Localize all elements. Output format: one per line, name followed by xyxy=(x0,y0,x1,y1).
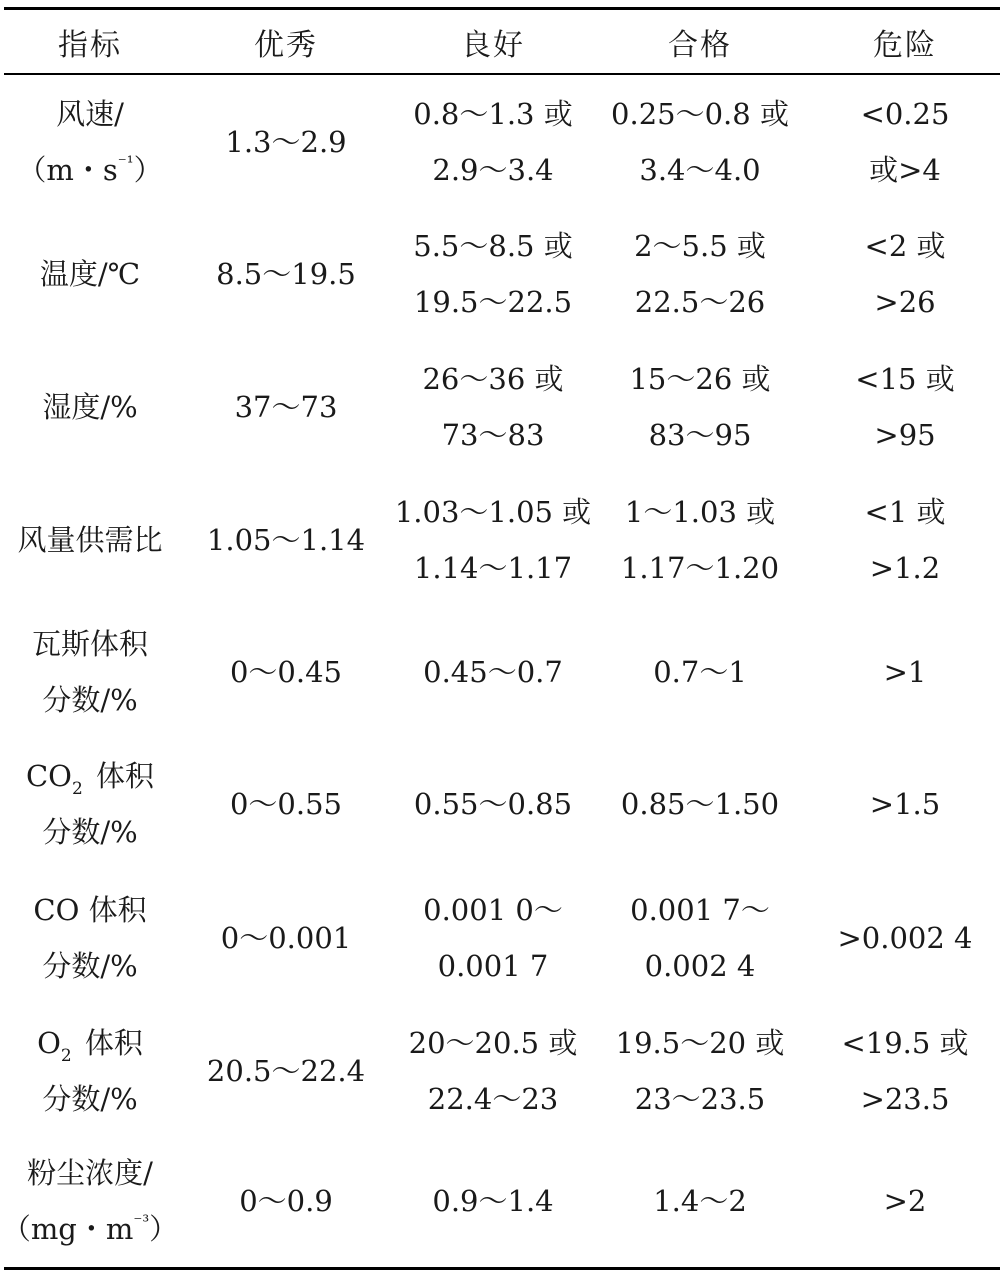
cell-text-line: 分数/% xyxy=(42,683,138,717)
cell-text-line: 23～23.5 xyxy=(634,1082,766,1116)
cell-text-line: 3.4～4.0 xyxy=(639,153,761,187)
cell-text-line: 0.001 0～ xyxy=(423,893,563,927)
table-row xyxy=(1,1145,1000,1257)
cell-text-line: >23.5 xyxy=(860,1082,950,1116)
cell-text-line: <1 或 xyxy=(864,495,946,529)
cell-text-line: 风速/ xyxy=(56,97,124,131)
cell-text-line: 0.8～1.3 或 xyxy=(413,97,573,131)
cell-text-line: 1.03～1.05 或 xyxy=(394,495,592,529)
indicator-cell xyxy=(4,86,176,198)
cell-text-line: >0.002 4 xyxy=(837,921,973,955)
cell-text-line: 2.9～3.4 xyxy=(432,153,554,187)
pass-cell xyxy=(590,1015,810,1127)
pass-cell xyxy=(590,616,810,728)
good-cell xyxy=(396,86,590,198)
indicator-cell xyxy=(4,1015,176,1127)
cell-text-line: 0.001 7～ xyxy=(630,893,770,927)
cell-text-line: 0.45～0.7 xyxy=(423,655,563,689)
danger-cell xyxy=(810,748,1000,860)
good-cell xyxy=(396,882,590,994)
excellent-cell xyxy=(176,351,396,463)
excellent-cell xyxy=(176,218,396,330)
cell-text-line: 0.25～0.8 或 xyxy=(611,97,789,131)
danger-cell xyxy=(810,1145,1000,1257)
excellent-cell xyxy=(176,616,396,728)
cell-text-line: >2 xyxy=(883,1184,927,1218)
cell-text-line: 0.85～1.50 xyxy=(620,787,780,821)
header-excellent: 优秀 xyxy=(254,27,318,63)
cell-text-line: 0.7～1 xyxy=(653,655,747,689)
cell-text-line: 分数/% xyxy=(42,815,138,849)
danger-cell xyxy=(810,351,1000,463)
header-pass: 合格 xyxy=(668,27,732,63)
cell-text-line: 22.4～23 xyxy=(427,1082,559,1116)
danger-cell xyxy=(810,1015,1000,1127)
excellent-cell xyxy=(176,86,396,198)
good-cell xyxy=(396,616,590,728)
table-row xyxy=(4,218,1000,330)
cell-text-line: 26～36 或 xyxy=(422,362,564,396)
cell-text-line: 83～95 xyxy=(648,418,752,452)
cell-text-line: 分数/% xyxy=(42,949,138,983)
table-row xyxy=(4,882,1000,994)
pass-cell xyxy=(590,882,810,994)
cell-text-line: 37～73 xyxy=(234,390,338,424)
good-cell xyxy=(396,351,590,463)
header-indicator: 指标 xyxy=(58,27,122,63)
cell-text-line: 分数/% xyxy=(42,1082,138,1116)
cell-text-line: >95 xyxy=(874,418,936,452)
cell-text-line: 0～0.9 xyxy=(239,1184,333,1218)
cell-text-line: $CO_2$ 体积 xyxy=(25,759,154,799)
cell-text-line: （mg・$m^{^{-3}}$） xyxy=(1,1212,179,1246)
pass-cell xyxy=(590,351,810,463)
cell-text-line: 19.5～20 或 xyxy=(615,1026,785,1060)
cell-text-line: 1.14～1.17 xyxy=(413,551,573,585)
danger-cell xyxy=(810,218,1000,330)
cell-text-line: <19.5 或 xyxy=(841,1026,969,1060)
cell-text-line: 0.001 7 xyxy=(437,949,549,983)
bottom-rule xyxy=(4,1267,1000,1270)
cell-text-line: >26 xyxy=(874,285,936,319)
cell-text-line: 0～0.55 xyxy=(229,787,343,821)
cell-text-line: 5.5～8.5 或 xyxy=(413,229,573,263)
good-cell xyxy=(396,1015,590,1127)
cell-text-line: >1.2 xyxy=(869,551,941,585)
excellent-cell xyxy=(176,748,396,860)
good-cell xyxy=(396,748,590,860)
table-row xyxy=(4,351,1000,463)
header-danger: 危险 xyxy=(873,27,937,63)
indicator-cell xyxy=(4,616,176,728)
excellent-cell xyxy=(176,1145,396,1257)
pass-cell xyxy=(590,1145,810,1257)
danger-cell xyxy=(810,484,1000,596)
cell-text-line: 1.05～1.14 xyxy=(206,523,366,557)
cell-text-line: 温度/℃ xyxy=(39,257,141,291)
header-good: 良好 xyxy=(461,27,525,63)
good-cell xyxy=(396,1145,590,1257)
cell-text-line: 15～26 或 xyxy=(629,362,771,396)
cell-text-line: >1.5 xyxy=(869,787,941,821)
cell-text-line: 20.5～22.4 xyxy=(206,1054,366,1088)
cell-text-line: 0～0.001 xyxy=(220,921,352,955)
good-cell xyxy=(396,484,590,596)
cell-text-line: <15 或 xyxy=(855,362,955,396)
cell-text-line: 0.002 4 xyxy=(644,949,756,983)
pass-cell xyxy=(590,218,810,330)
excellent-cell xyxy=(176,484,396,596)
cell-text-line: >1 xyxy=(883,655,927,689)
cell-text-line: 73～83 xyxy=(441,418,545,452)
table-row xyxy=(4,484,1000,596)
pass-cell xyxy=(590,484,810,596)
indicator-cell xyxy=(4,351,176,463)
cell-text-line: 19.5～22.5 xyxy=(413,285,573,319)
indicator-cell xyxy=(4,218,176,330)
cell-text-line: 0.55～0.85 xyxy=(413,787,573,821)
cell-text-line: 1.17～1.20 xyxy=(620,551,780,585)
cell-text-line: $O_2$ 体积 xyxy=(37,1026,143,1066)
header-rule xyxy=(4,73,1000,75)
excellent-cell xyxy=(176,1015,396,1127)
cell-text-line: 瓦斯体积 xyxy=(31,627,148,661)
pass-cell xyxy=(590,748,810,860)
cell-text-line: 或>4 xyxy=(869,153,941,187)
cell-text-line: <2 或 xyxy=(864,229,946,263)
danger-cell xyxy=(810,616,1000,728)
indicator-cell xyxy=(1,1145,179,1257)
cell-text-line: 0.9～1.4 xyxy=(432,1184,554,1218)
table-row xyxy=(4,86,1000,198)
cell-text-line: 粉尘浓度/ xyxy=(27,1156,153,1190)
cell-text-line: 22.5～26 xyxy=(634,285,766,319)
cell-text-line: 2～5.5 或 xyxy=(634,229,766,263)
cell-text-line: 0～0.45 xyxy=(229,655,343,689)
good-cell xyxy=(396,218,590,330)
cell-text-line: 20～20.5 或 xyxy=(408,1026,578,1060)
table-row xyxy=(4,748,1000,860)
pass-cell xyxy=(590,86,810,198)
cell-text-line: CO 体积 xyxy=(33,893,147,927)
table-header xyxy=(4,10,1000,73)
cell-text-line: 1.3～2.9 xyxy=(225,125,347,159)
danger-cell xyxy=(810,86,1000,198)
table-row xyxy=(4,1015,1000,1127)
cell-text-line: <0.25 xyxy=(860,97,950,131)
excellent-cell xyxy=(176,882,396,994)
cell-text-line: 1～1.03 或 xyxy=(624,495,776,529)
cell-text-line: 风量供需比 xyxy=(17,523,163,557)
indicator-cell xyxy=(4,748,176,860)
cell-text-line: 1.4～2 xyxy=(653,1184,747,1218)
cell-text-line: 湿度/% xyxy=(42,390,138,424)
danger-cell xyxy=(810,882,1000,994)
cell-text-line: （m・$s^{^{-1}}$） xyxy=(17,153,163,187)
cell-text-line: 8.5～19.5 xyxy=(216,257,356,291)
indicator-cell xyxy=(4,882,176,994)
table-row xyxy=(4,616,1000,728)
indicator-cell xyxy=(4,484,176,596)
